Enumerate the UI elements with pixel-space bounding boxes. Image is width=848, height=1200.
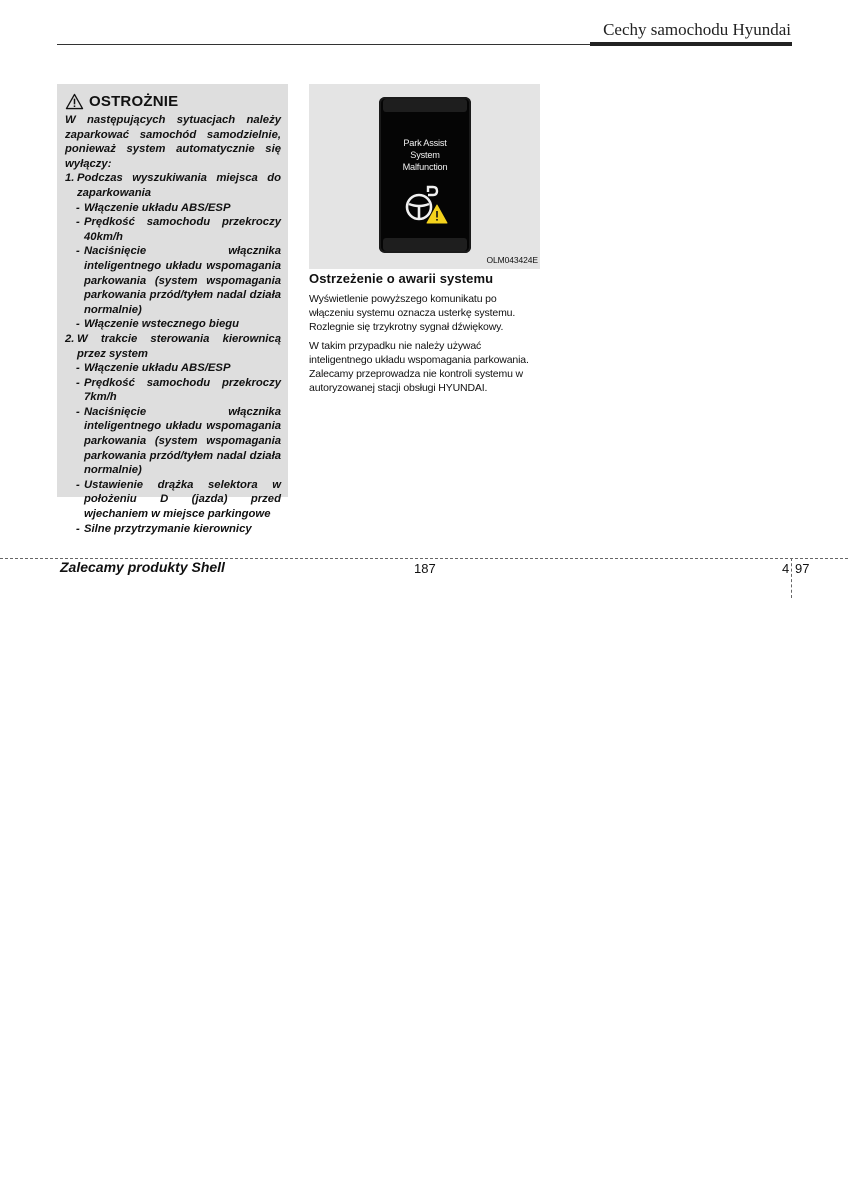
- section-heading: Ostrzeżenie o awarii systemu: [309, 271, 494, 286]
- caution-item-1: [65, 171, 281, 200]
- caution-subitem: - Naciśnięcie włącznika inteligentnego układu wspomagania parkowania (system wspomagania parkowania przód/tyłem nadal działa normalnie): [76, 405, 281, 477]
- display-line: System: [410, 150, 440, 160]
- caution-title: OSTROŻNIE: [89, 93, 179, 110]
- section-paragraph: W takim przypadku nie należy używać inteligentnego układu wspomagania parkowania. Zalecamy przeprowadza nie kontroli systemu w autoryzowanej stacji obsługi HYUNDAI.: [309, 339, 529, 395]
- caution-subitem: - Włączenie wstecznego biegu: [76, 318, 240, 331]
- display-line: Park Assist: [403, 138, 447, 148]
- item-text: W trakcie sterowania kierownicą przez system: [77, 332, 281, 360]
- footer-chapter-number: 4: [782, 561, 790, 576]
- display-message: [379, 137, 471, 173]
- cluster-display: [379, 97, 471, 253]
- item-number: 1.: [65, 172, 75, 185]
- footer-page-number: 97: [795, 561, 810, 576]
- caution-subitem: - Prędkość samochodu przekroczy 40km/h: [76, 216, 281, 243]
- item-text: Podczas wyszukiwania miejsca do zaparkowania: [77, 172, 281, 199]
- caution-subitem: - Ustawienie drążka selektora w położeniu D (jazda) przed wjechaniem w miejsce parkingowe: [76, 478, 281, 521]
- park-assist-warning-icon: [404, 185, 448, 225]
- footer-vertical-divider: [791, 558, 792, 598]
- footer-sponsor-text: Zalecamy produkty Shell: [60, 559, 225, 575]
- display-bezel: [383, 238, 467, 251]
- caution-item-2: [65, 332, 281, 361]
- header-rule-accent: [590, 42, 792, 46]
- caution-subitem: - Naciśnięcie włącznika inteligentnego układu wspomagania parkowania (system wspomagania parkowania przód/tyłem nadal działa normalnie): [76, 245, 281, 316]
- item-number: 2.: [65, 332, 75, 345]
- caution-subitem: - Włączenie układu ABS/ESP: [76, 201, 231, 214]
- display-bezel: [383, 99, 467, 112]
- header-title: Cechy samochodu Hyundai: [603, 20, 791, 39]
- figure-code: OLM043424E: [486, 255, 538, 265]
- caution-subitem: - Włączenie układu ABS/ESP: [76, 362, 231, 375]
- section-paragraph: Wyświetlenie powyższego komunikatu po włączeniu systemu oznacza usterkę systemu. Rozlegnie się trzykrotny sygnał dźwiękowy.: [309, 293, 516, 334]
- cluster-display-figure: [309, 84, 540, 269]
- caution-subitem: - Prędkość samochodu przekroczy 7km/h: [76, 376, 281, 404]
- display-line: Malfunction: [402, 162, 448, 172]
- footer-page-counter: 187: [414, 561, 436, 576]
- caution-header: [65, 93, 281, 110]
- warning-triangle-icon: [65, 93, 84, 110]
- caution-box: [57, 84, 288, 535]
- caution-subitem: - Silne przytrzymanie kierownicy: [76, 522, 252, 535]
- caution-intro: W następujących sytuacjach należy zaparkować samochód samodzielnie, ponieważ system automatycznie się wyłączy:: [65, 114, 281, 170]
- malfunction-section: [309, 271, 541, 399]
